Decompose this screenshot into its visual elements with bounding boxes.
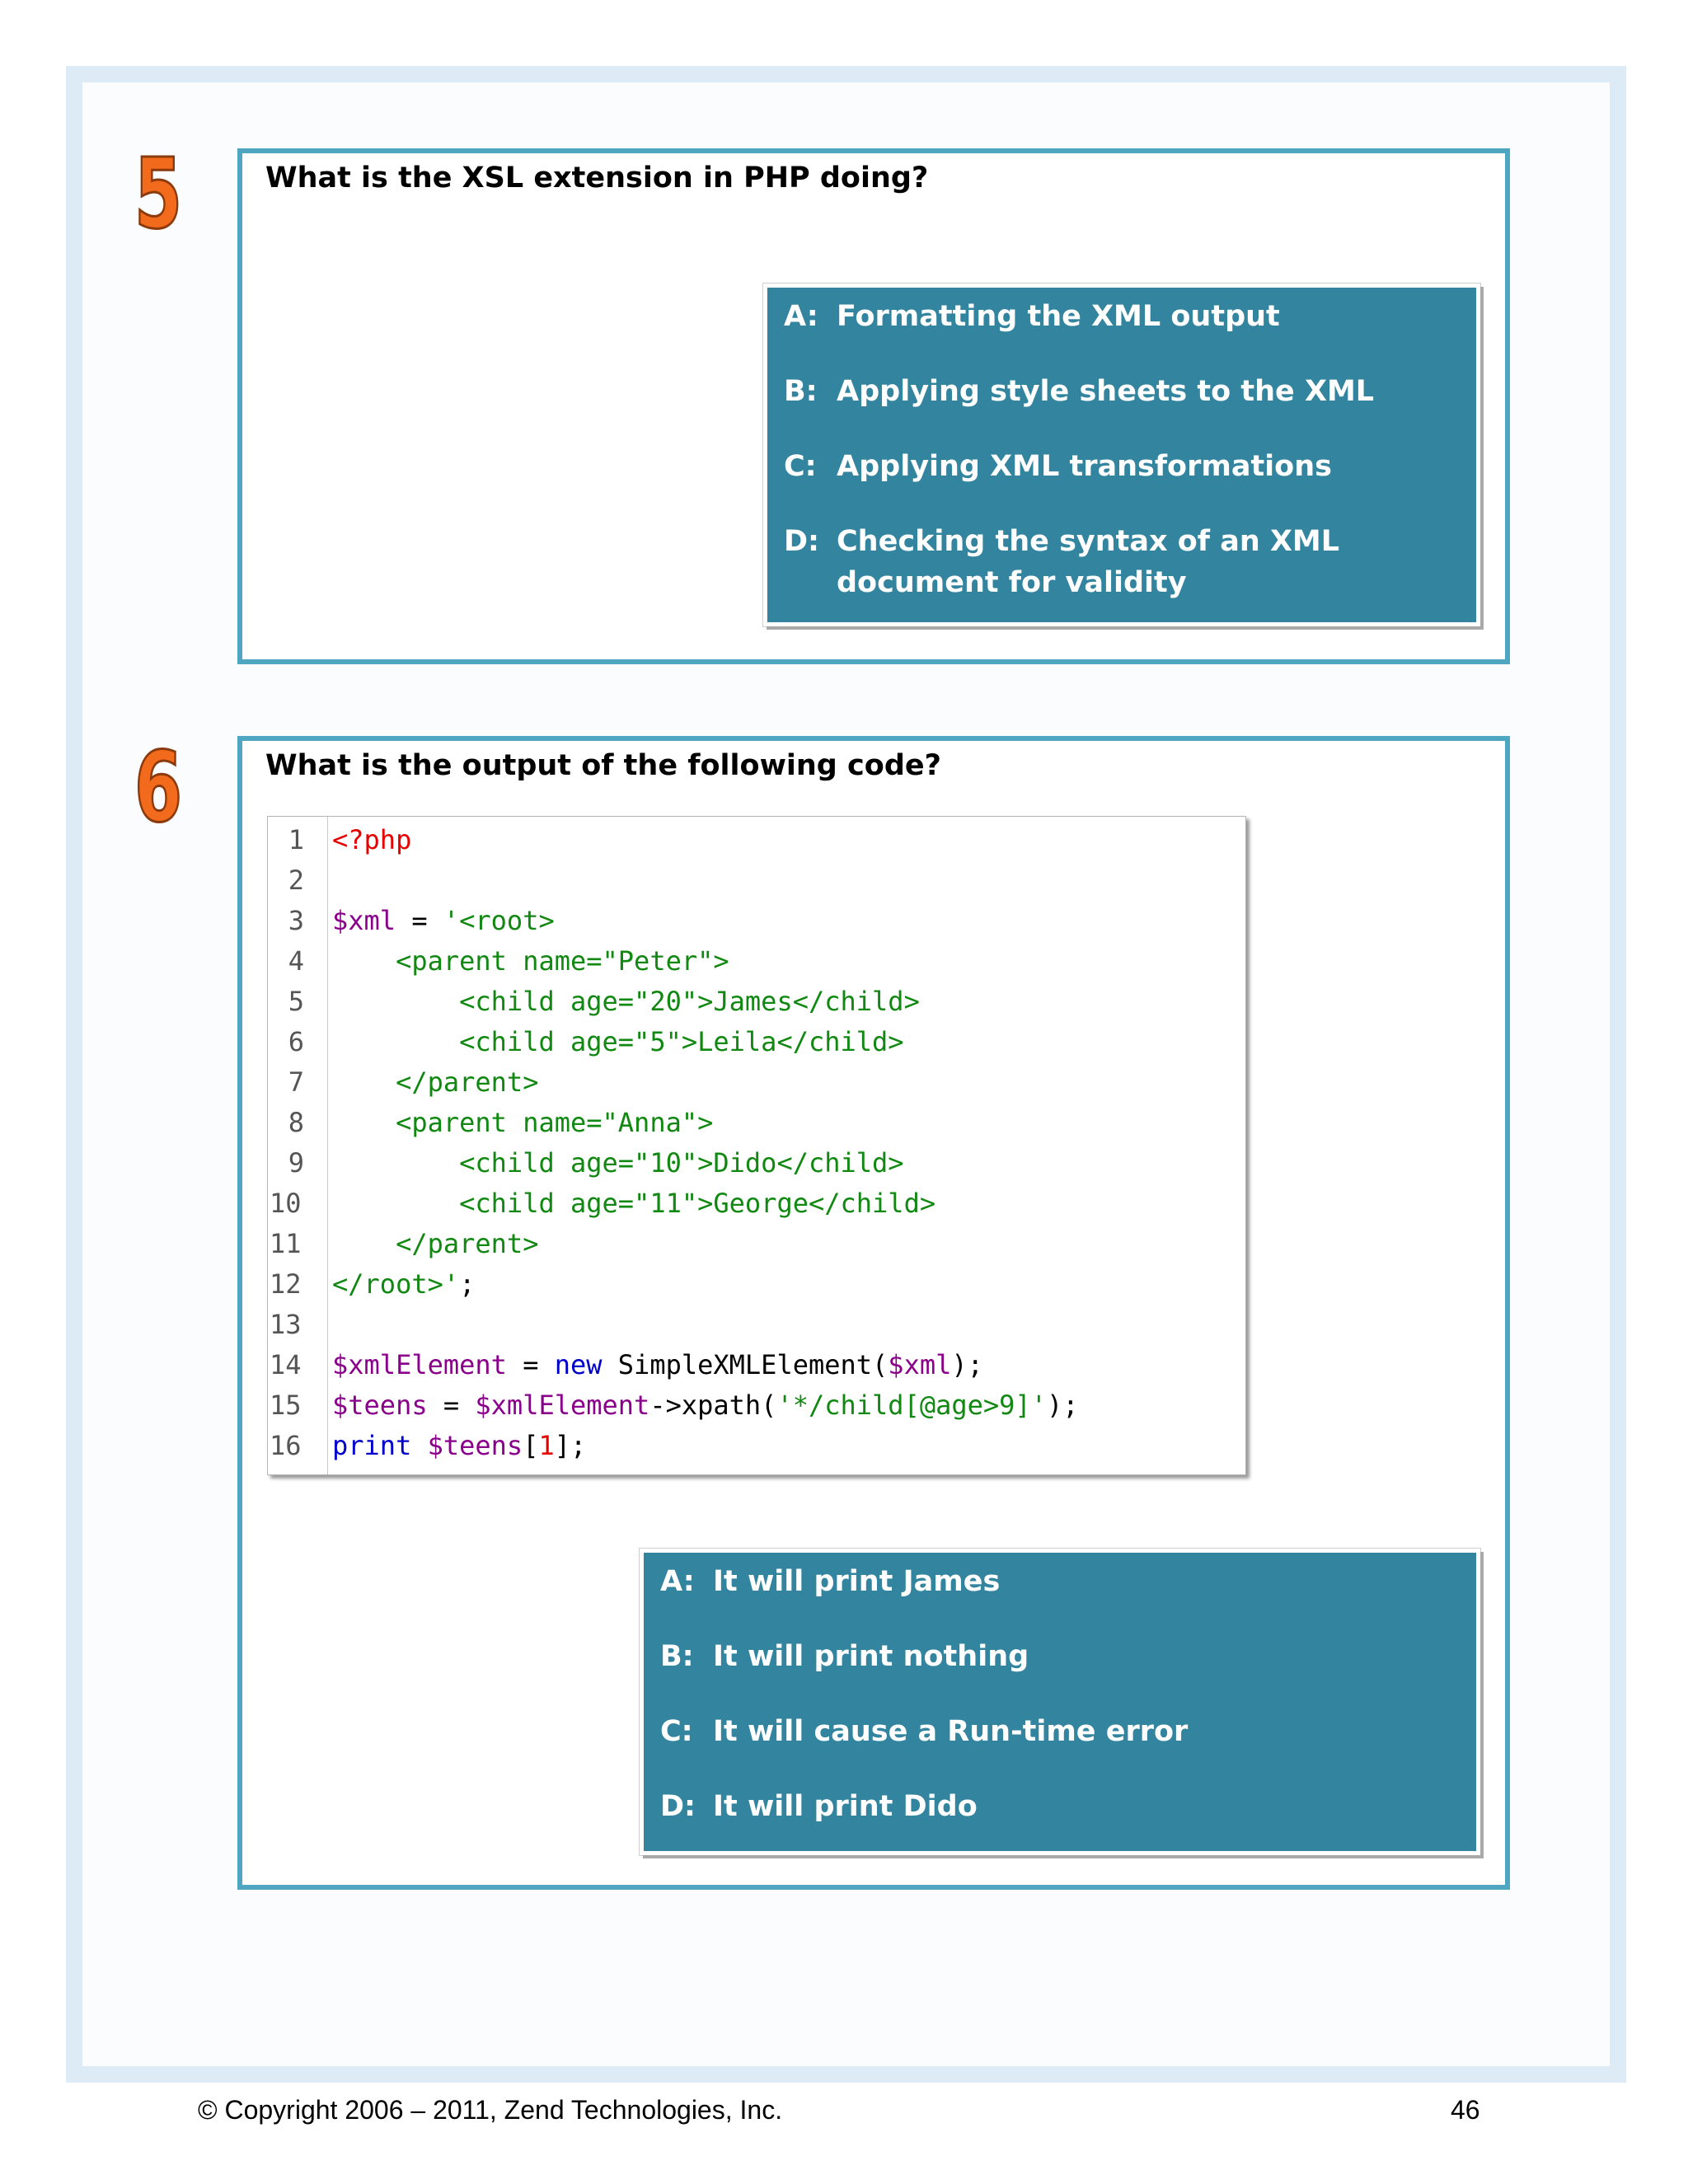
question-number-6-graphic bbox=[132, 730, 185, 844]
question-number-5 bbox=[132, 137, 185, 251]
question-6-answers bbox=[640, 1549, 1480, 1855]
footer-copyright: © Copyright 2006 – 2011, Zend Technologies, Inc. bbox=[198, 2095, 783, 2125]
question-number-6 bbox=[132, 730, 185, 844]
code-text: $xmlElement = new SimpleXMLElement($xml); bbox=[332, 1349, 983, 1380]
answer-5-b[interactable] bbox=[784, 371, 1374, 412]
line-number: 8 bbox=[288, 1107, 304, 1138]
question-6-box bbox=[237, 736, 1510, 1890]
line-number: 4 bbox=[288, 945, 304, 977]
answer-text-continued: document for validity bbox=[837, 566, 1187, 599]
line-number: 13 bbox=[270, 1309, 302, 1340]
code-line bbox=[268, 941, 1245, 982]
code-line bbox=[268, 1062, 1245, 1103]
answer-letter: A: bbox=[784, 300, 818, 333]
answer-letter: A: bbox=[660, 1565, 695, 1598]
code-text: </parent> bbox=[332, 1066, 539, 1098]
code-line bbox=[268, 1183, 1245, 1224]
code-listing bbox=[267, 816, 1246, 1475]
answer-5-c[interactable] bbox=[784, 446, 1332, 487]
code-line bbox=[268, 1143, 1245, 1183]
code-line bbox=[268, 1103, 1245, 1143]
answer-letter: D: bbox=[784, 525, 820, 558]
answer-text: It will print nothing bbox=[713, 1640, 1029, 1673]
code-line bbox=[268, 982, 1245, 1022]
answer-letter: B: bbox=[660, 1640, 694, 1673]
line-number: 6 bbox=[288, 1026, 304, 1057]
question-number-6-text: 6 bbox=[134, 730, 182, 844]
line-number: 14 bbox=[270, 1349, 302, 1380]
code-text: <child age="11">George</child> bbox=[332, 1188, 936, 1219]
code-line bbox=[268, 820, 1245, 860]
code-text: <?php bbox=[332, 824, 412, 855]
question-number-5-graphic bbox=[132, 137, 185, 251]
code-line bbox=[268, 1264, 1245, 1305]
line-number: 10 bbox=[270, 1188, 302, 1219]
answer-letter: B: bbox=[784, 375, 818, 408]
question-5-box bbox=[237, 148, 1510, 664]
question-6-text: What is the output of the following code? bbox=[265, 749, 941, 782]
code-text: <child age="10">Dido</child> bbox=[332, 1147, 904, 1179]
answer-6-d[interactable] bbox=[660, 1786, 978, 1827]
answer-text: Checking the syntax of an XML bbox=[837, 525, 1340, 558]
code-line bbox=[268, 1224, 1245, 1264]
answer-6-a[interactable] bbox=[660, 1561, 1000, 1602]
answer-5-a[interactable] bbox=[784, 296, 1280, 337]
footer-page-number: 46 bbox=[1451, 2095, 1480, 2125]
code-line bbox=[268, 901, 1245, 941]
line-number: 16 bbox=[270, 1430, 302, 1461]
code-text: $teens = $xmlElement->xpath('*/child[@age>9]'); bbox=[332, 1390, 1079, 1421]
code-line bbox=[268, 1426, 1245, 1466]
code-line bbox=[268, 1305, 1245, 1345]
answer-text: Formatting the XML output bbox=[837, 300, 1280, 333]
line-number: 3 bbox=[288, 905, 304, 936]
answer-letter: D: bbox=[660, 1790, 696, 1823]
answer-5-d[interactable] bbox=[784, 521, 1339, 603]
line-number: 2 bbox=[288, 865, 304, 896]
line-number: 15 bbox=[270, 1390, 302, 1421]
answer-text: Applying XML transformations bbox=[837, 450, 1332, 483]
line-number: 5 bbox=[288, 986, 304, 1017]
answer-text: It will print James bbox=[713, 1565, 1001, 1598]
code-text: print $teens[1]; bbox=[332, 1430, 587, 1461]
code-text: <parent name="Anna"> bbox=[332, 1107, 714, 1138]
question-5-text: What is the XSL extension in PHP doing? bbox=[265, 162, 929, 194]
answer-text: Applying style sheets to the XML bbox=[837, 375, 1375, 408]
answer-text: It will print Dido bbox=[713, 1790, 978, 1823]
answer-letter: C: bbox=[660, 1715, 693, 1748]
code-text: <child age="20">James</child> bbox=[332, 986, 920, 1017]
question-number-5-text: 5 bbox=[134, 137, 182, 251]
answer-6-b[interactable] bbox=[660, 1636, 1029, 1677]
code-text: <child age="5">Leila</child> bbox=[332, 1026, 904, 1057]
code-line bbox=[268, 1385, 1245, 1426]
line-number: 11 bbox=[270, 1228, 302, 1259]
answer-6-c[interactable] bbox=[660, 1711, 1188, 1752]
code-text: $xml = '<root> bbox=[332, 905, 555, 936]
line-number: 12 bbox=[270, 1268, 302, 1300]
answer-letter: C: bbox=[784, 450, 817, 483]
line-number: 9 bbox=[288, 1147, 304, 1179]
code-text: </root>'; bbox=[332, 1268, 476, 1300]
question-5-answers bbox=[763, 284, 1480, 626]
code-line bbox=[268, 860, 1245, 901]
line-number: 1 bbox=[288, 824, 304, 855]
answer-text: It will cause a Run-time error bbox=[713, 1715, 1189, 1748]
line-number: 7 bbox=[288, 1066, 304, 1098]
code-line bbox=[268, 1345, 1245, 1385]
code-line bbox=[268, 1022, 1245, 1062]
code-text: </parent> bbox=[332, 1228, 539, 1259]
code-text: <parent name="Peter"> bbox=[332, 945, 729, 977]
